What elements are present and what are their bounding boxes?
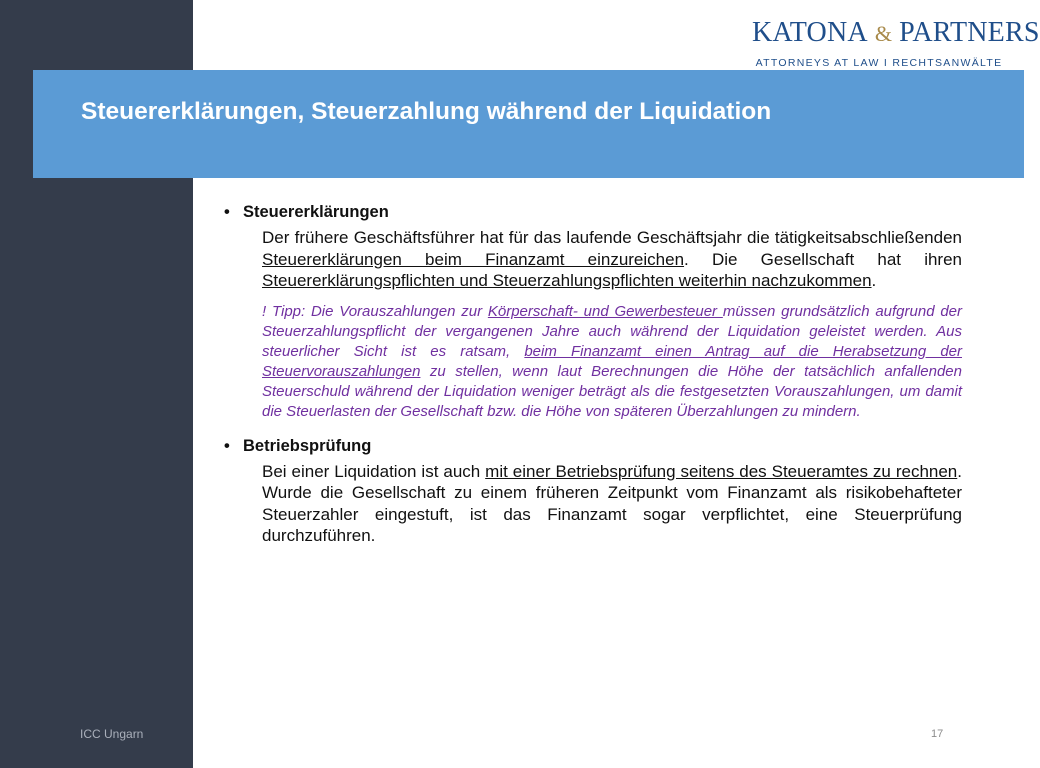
- underlined-text: Steuererklärungen beim Finanzamt einzureichen: [262, 249, 685, 269]
- logo-name-part1: KATONA: [752, 17, 868, 48]
- logo-subtitle: ATTORNEYS AT LAW I RECHTSANWÄLTE: [755, 57, 1003, 69]
- paragraph-text: Der frühere Geschäftsführer hat für das laufende Geschäftsjahr die tätigkeitsabschließenden: [262, 228, 962, 247]
- tip-underlined-text: beim Finanzamt einen Antrag auf die Herabsetzung der Steuervorauszahlungen: [262, 342, 962, 380]
- company-logo: [752, 17, 1040, 69]
- logo-ampersand: &: [874, 21, 893, 46]
- slide-title: Steuererklärungen, Steuerzahlung während der Liquidation: [81, 98, 772, 125]
- tip-text: ! Tipp: Die Vorauszahlungen zur: [262, 302, 488, 320]
- tip-text: zu stellen, wenn laut Berechnungen die Höhe der tatsächlich anfallenden Steuerschuld während der Liquidation weniger beträgt als die festgesetzten Vorauszahlungen, um damit die Steuerlasten der Gesellschaft bzw. die Höhe von späteren Überzahlungen zu mindern.: [262, 362, 962, 420]
- tip-underlined-text: Körperschaft- und Gewerbesteuer: [487, 302, 723, 320]
- bullet-heading: [222, 435, 962, 457]
- paragraph-text: . Die Gesellschaft hat ihren: [684, 249, 962, 269]
- logo-name-part2: PARTNERS: [899, 17, 1040, 48]
- footer-label: ICC Ungarn: [80, 727, 144, 741]
- bullet-dot: •: [224, 436, 230, 455]
- section-betriebspruefung: [222, 435, 962, 547]
- paragraph: [262, 461, 962, 547]
- bullet-dot: •: [224, 203, 230, 221]
- paragraph-text: .: [871, 271, 877, 290]
- heading-text: Betriebsprüfung: [243, 436, 372, 455]
- underlined-text: Steuererklärungspflichten und Steuerzahlungspflichten weiterhin nachzukommen: [262, 271, 872, 290]
- title-band: [33, 70, 1024, 178]
- tip-text: müssen grundsätzlich aufgrund der Steuerzahlungspflicht der vergangenen Jahre auch während der Liquidation geleistet werden. Aus steuerlicher Sicht ist es ratsam,: [262, 302, 962, 360]
- bullet-heading: [222, 201, 962, 223]
- tip-note: [262, 302, 962, 422]
- page-number: 17: [931, 728, 944, 740]
- paragraph-text: . Wurde die Gesellschaft zu einem früheren Zeitpunkt vom Finanzamt als risikobehafteter Steuerzahler eingestuft, ist das Finanzamt sogar verpflichtet, eine Steuerprüfung durchzuführen.: [262, 461, 962, 545]
- paragraph: [262, 227, 962, 292]
- slide-content: [222, 201, 962, 547]
- heading-text: Steuererklärungen: [243, 203, 389, 221]
- logo-name: [752, 17, 1040, 50]
- underlined-text: mit einer Betriebsprüfung seitens des Steueramtes zu rechnen: [485, 461, 958, 481]
- paragraph-text: Bei einer Liquidation ist auch: [262, 461, 486, 481]
- section-steuererklaerungen: [222, 201, 962, 422]
